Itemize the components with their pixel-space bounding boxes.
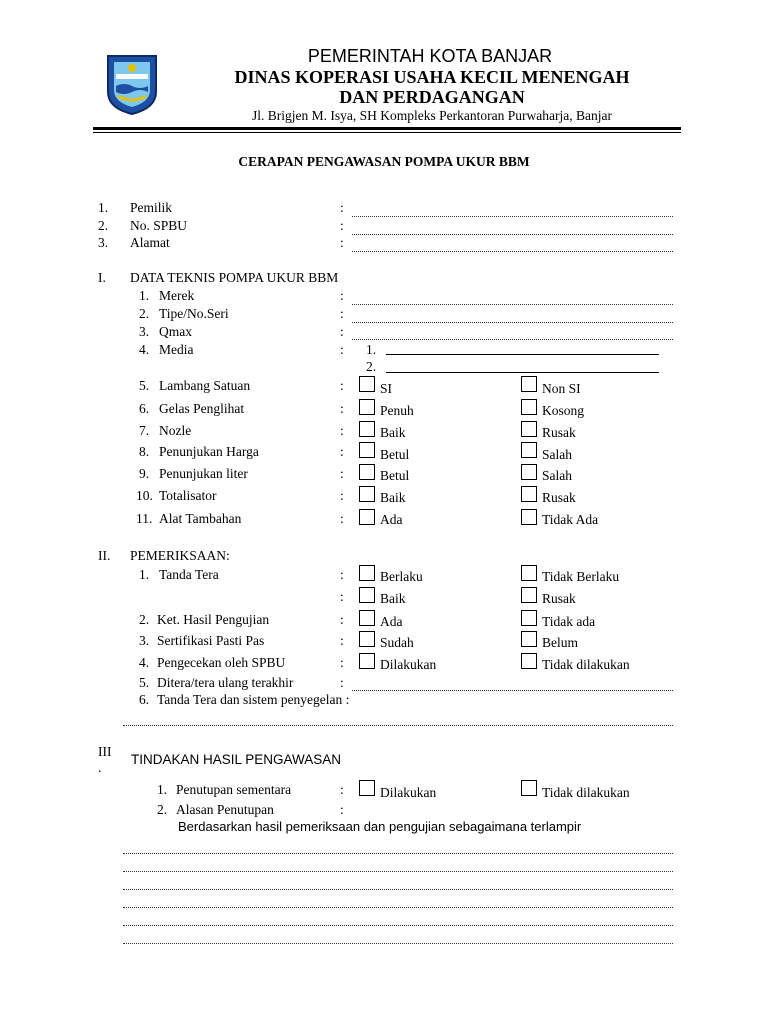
colon: : <box>340 612 344 627</box>
reason-line-5[interactable] <box>123 925 673 926</box>
option-label: Rusak <box>542 490 576 505</box>
owner-field[interactable] <box>352 216 673 217</box>
option-label: Betul <box>380 468 410 483</box>
checkbox-harga-salah[interactable] <box>521 442 537 458</box>
item-label: Penunjukan liter <box>159 466 248 481</box>
checkbox-tambahan-ada[interactable] <box>359 509 375 525</box>
colon: : <box>340 589 344 604</box>
option-label: Tidak dilakukan <box>542 785 630 800</box>
item-label: Penunjukan Harga <box>159 444 259 459</box>
option-label: Sudah <box>380 635 414 650</box>
option-label: Ada <box>380 512 403 527</box>
colon: : <box>340 444 344 459</box>
media-field-1[interactable] <box>386 354 659 355</box>
reason-line-4[interactable] <box>123 907 673 908</box>
colon: : <box>340 288 344 303</box>
section-title: DATA TEKNIS POMPA UKUR BBM <box>130 270 339 285</box>
checkbox-sertifikasi-sudah[interactable] <box>359 631 375 647</box>
colon: : <box>340 782 344 797</box>
item-label: Pengecekan oleh SPBU <box>157 655 286 670</box>
item-num: 9. <box>139 466 150 481</box>
item-num: 11. <box>136 511 153 526</box>
checkbox-non-si[interactable] <box>521 376 537 392</box>
option-label: Tidak dilakukan <box>542 657 630 672</box>
checkbox-nozle-baik[interactable] <box>359 421 375 437</box>
colon: : <box>340 235 344 250</box>
section-number-dot: . <box>98 760 102 775</box>
identity-label: Pemilik <box>130 200 173 215</box>
item-label: Qmax <box>159 324 192 339</box>
checkbox-liter-salah[interactable] <box>521 464 537 480</box>
colon: : <box>340 423 344 438</box>
qmax-field[interactable] <box>352 339 673 340</box>
option-label: Dilakukan <box>380 785 437 800</box>
item-num: 6. <box>139 401 150 416</box>
colon: : <box>340 401 344 416</box>
option-label: Baik <box>380 490 406 505</box>
media-field-2[interactable] <box>386 372 659 373</box>
colon: : <box>340 342 344 357</box>
item-label: Media <box>159 342 194 357</box>
checkbox-pengecekan-tidak-dilakukan[interactable] <box>521 653 537 669</box>
section-number: I. <box>98 270 106 285</box>
colon: : <box>340 378 344 393</box>
checkbox-liter-betul[interactable] <box>359 464 375 480</box>
reason-line-6[interactable] <box>123 943 673 944</box>
item-num: 2. <box>139 612 150 627</box>
item-num: 2. <box>139 306 150 321</box>
checkbox-tera-tidak-berlaku[interactable] <box>521 565 537 581</box>
option-label: Rusak <box>542 591 576 606</box>
checkbox-totalisator-rusak[interactable] <box>521 486 537 502</box>
checkbox-totalisator-baik[interactable] <box>359 486 375 502</box>
item-num: 1. <box>157 782 168 797</box>
item-label: Merek <box>159 288 195 303</box>
reason-line-3[interactable] <box>123 889 673 890</box>
item-label: Nozle <box>159 423 192 438</box>
option-label: Berlaku <box>380 569 423 584</box>
last-calibration-field[interactable] <box>352 690 673 691</box>
type-serial-field[interactable] <box>352 322 673 323</box>
checkbox-tera-berlaku[interactable] <box>359 565 375 581</box>
item-label: Sertifikasi Pasti Pas <box>157 633 265 648</box>
header-department-name: DINAS KOPERASI USAHA KECIL MENENGAH <box>234 67 630 87</box>
item-num: 7. <box>139 423 150 438</box>
checkbox-nozle-rusak[interactable] <box>521 421 537 437</box>
option-label: Tidak Berlaku <box>542 569 620 584</box>
header-government-name: PEMERINTAH KOTA BANJAR <box>307 46 553 66</box>
option-label: Betul <box>380 447 410 462</box>
item-num: 3. <box>139 324 150 339</box>
item-num: 10. <box>136 488 153 503</box>
item-label: Totalisator <box>159 488 217 503</box>
item-label: Alasan Penutupan <box>176 802 274 817</box>
item-num: 6. <box>139 692 150 707</box>
address-field[interactable] <box>352 251 673 252</box>
checkbox-pengujian-ada[interactable] <box>359 610 375 626</box>
colon: : <box>340 675 344 690</box>
option-label: SI <box>380 381 393 396</box>
section-title: TINDAKAN HASIL PENGAWASAN <box>131 752 342 767</box>
item-num: 1. <box>139 567 150 582</box>
media-line-num: 2. <box>366 359 377 374</box>
option-label: Baik <box>380 591 406 606</box>
item-label: Penutupan sementara <box>176 782 292 797</box>
option-label: Kosong <box>542 403 585 418</box>
option-label: Salah <box>542 447 572 462</box>
checkbox-sertifikasi-belum[interactable] <box>521 631 537 647</box>
option-label: Belum <box>542 635 578 650</box>
option-label: Rusak <box>542 425 576 440</box>
item-num: 5. <box>139 378 150 393</box>
item-num: 8. <box>139 444 150 459</box>
item-label: Gelas Penglihat <box>159 401 245 416</box>
option-label: Penuh <box>380 403 414 418</box>
colon: : <box>340 511 344 526</box>
section-title: PEMERIKSAAN: <box>130 548 230 563</box>
media-line-num: 1. <box>366 342 377 357</box>
item-label: Lambang Satuan <box>159 378 251 393</box>
item-label: Ditera/tera ulang terakhir <box>157 675 294 690</box>
section-number: III <box>98 744 112 759</box>
colon: : <box>340 324 344 339</box>
identity-num: 1. <box>98 200 109 215</box>
item-label: Ket. Hasil Pengujian <box>157 612 270 627</box>
section-number: II. <box>98 548 111 563</box>
identity-num: 3. <box>98 235 109 250</box>
option-label: Tidak ada <box>542 614 596 629</box>
option-label: Non SI <box>542 381 581 396</box>
reason-line-1[interactable] <box>123 853 673 854</box>
option-label: Tidak Ada <box>542 512 599 527</box>
item-num: 1. <box>139 288 150 303</box>
checkbox-kosong[interactable] <box>521 399 537 415</box>
colon: : <box>340 802 344 817</box>
reason-line-2[interactable] <box>123 871 673 872</box>
header-divider-thick <box>93 127 681 130</box>
checkbox-tambahan-tidak-ada[interactable] <box>521 509 537 525</box>
option-label: Baik <box>380 425 406 440</box>
colon: : <box>340 488 344 503</box>
identity-num: 2. <box>98 218 109 233</box>
colon: : <box>340 633 344 648</box>
sealing-notes-field[interactable] <box>123 725 673 726</box>
checkbox-harga-betul[interactable] <box>359 442 375 458</box>
checkbox-tera-baik[interactable] <box>359 587 375 603</box>
closure-reason-note: Berdasarkan hasil pemeriksaan dan pengujian sebagaimana terlampir <box>178 819 582 834</box>
identity-label: Alamat <box>130 235 170 250</box>
colon: : <box>340 567 344 582</box>
item-num: 2. <box>157 802 168 817</box>
item-num: 4. <box>139 342 150 357</box>
item-label: Alat Tambahan <box>159 511 242 526</box>
checkbox-pengecekan-dilakukan[interactable] <box>359 653 375 669</box>
colon: : <box>340 218 344 233</box>
option-label: Salah <box>542 468 572 483</box>
spbu-number-field[interactable] <box>352 234 673 235</box>
checkbox-si[interactable] <box>359 376 375 392</box>
form-title: CERAPAN PENGAWASAN POMPA UKUR BBM <box>238 154 530 169</box>
item-label: Tanda Tera dan sistem penyegelan : <box>157 692 350 707</box>
header-department-name-2: DAN PERDAGANGAN <box>339 87 525 107</box>
brand-field[interactable] <box>352 304 673 305</box>
item-num: 4. <box>139 655 150 670</box>
header-address: Jl. Brigjen M. Isya, SH Kompleks Perkantoran Purwaharja, Banjar <box>252 108 612 123</box>
item-label: Tipe/No.Seri <box>159 306 229 321</box>
header-divider-thin <box>93 132 681 133</box>
option-label: Dilakukan <box>380 657 437 672</box>
item-label: Tanda Tera <box>159 567 219 582</box>
item-num: 5. <box>139 675 150 690</box>
colon: : <box>340 200 344 215</box>
colon: : <box>340 306 344 321</box>
item-num: 3. <box>139 633 150 648</box>
option-label: Ada <box>380 614 403 629</box>
checkbox-penutupan-tidak-dilakukan[interactable] <box>521 780 537 796</box>
checkbox-penutupan-dilakukan[interactable] <box>359 780 375 796</box>
checkbox-penuh[interactable] <box>359 399 375 415</box>
colon: : <box>340 655 344 670</box>
colon: : <box>340 466 344 481</box>
identity-label: No. SPBU <box>130 218 188 233</box>
checkbox-tera-rusak[interactable] <box>521 587 537 603</box>
checkbox-pengujian-tidak-ada[interactable] <box>521 610 537 626</box>
